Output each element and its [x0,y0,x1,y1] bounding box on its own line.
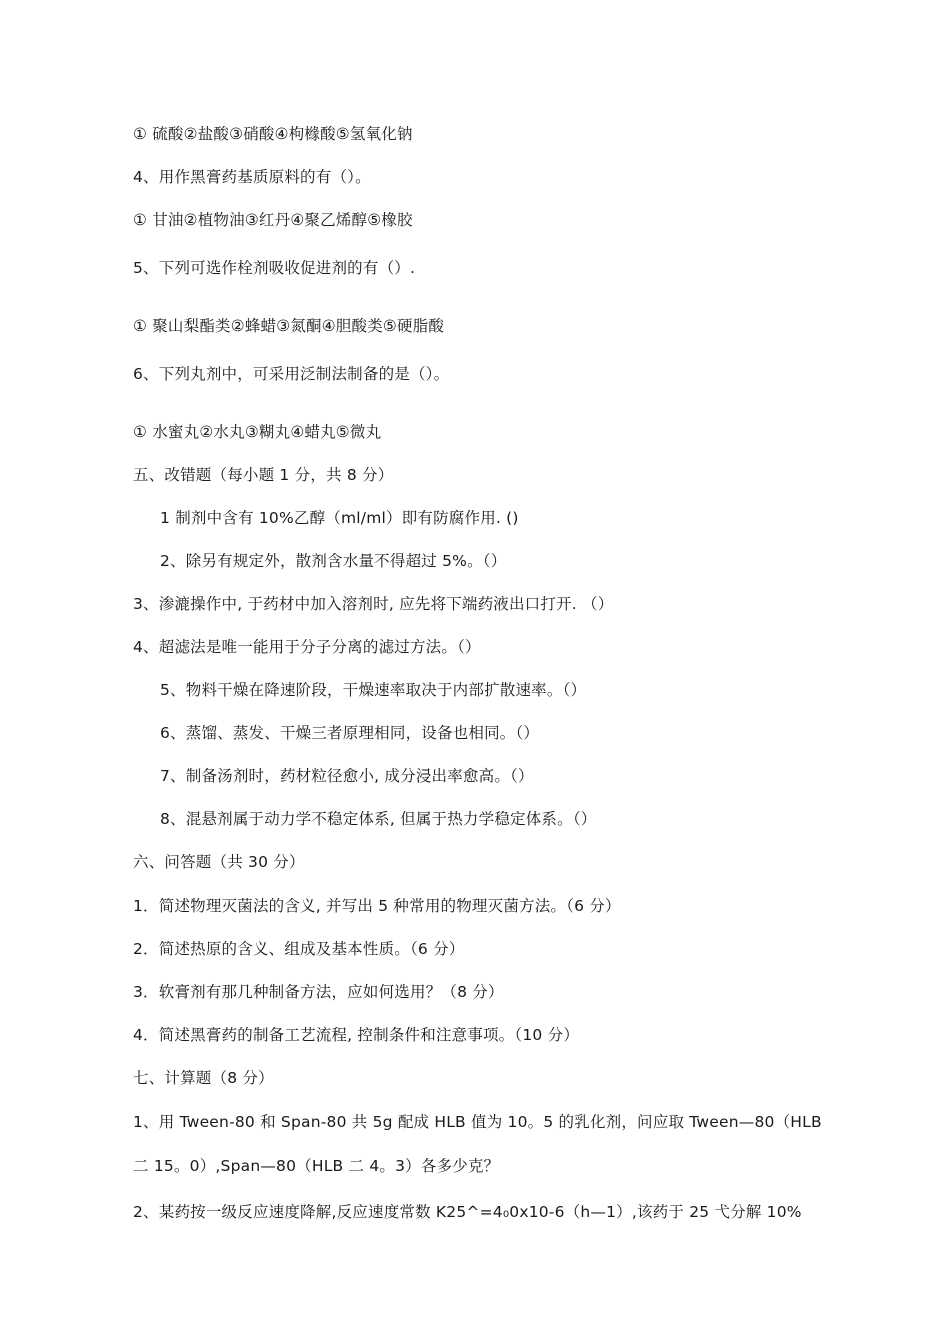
correction-item-2: 2、除另有规定外，散剂含水量不得超过 5%。（） [160,552,507,570]
essay-question-1: 1．简述物理灭菌法的含义, 并写出 5 种常用的物理灭菌方法。（6 分） [133,897,621,915]
question-4: 4、用作黑膏药基质原料的有（）。 [133,168,371,186]
correction-item-4: 4、超滤法是唯一能用于分子分离的滤过方法。（） [133,638,481,656]
calc-question-1-line-2: 二 15。0）,Span—80（HLB 二 4。3）各多少克？ [133,1157,500,1175]
calc-question-2: 2、某药按一级反应速度降解,反应速度常数 K25^=4₀0x10-6（h—1）,该药于 25 弋分解 10% [133,1203,802,1221]
option-line-q6: ① 水蜜丸②水丸③糊丸④蜡丸⑤微丸 [133,423,382,441]
option-line-q4: ① 甘油②植物油③红丹④聚乙烯醇⑤橡胶 [133,211,413,229]
section-7-heading: 七、计算题（8 分） [133,1069,274,1087]
correction-item-3: 3、渗漉操作中, 于药材中加入溶剂时, 应先将下端药液出口打开. （） [133,595,614,613]
essay-question-4: 4．简述黑膏药的制备工艺流程, 控制条件和注意事项。（10 分） [133,1026,580,1044]
section-6-heading: 六、问答题（共 30 分） [133,853,305,871]
option-line-q5: ① 聚山梨酯类②蜂蜡③氮酮④胆酸类⑤硬脂酸 [133,317,445,335]
calc-question-1-line-1: 1、用 Tween-80 和 Span-80 共 5g 配成 HLB 值为 10。5 的乳化剂，问应取 Tween—80（HLB [133,1113,822,1131]
correction-item-5: 5、物料干燥在降速阶段，干燥速率取决于内部扩散速率。（） [160,681,587,699]
correction-item-7: 7、制备汤剂时，药材粒径愈小, 成分浸出率愈高。（） [160,767,534,785]
correction-item-6: 6、蒸馏、蒸发、干燥三者原理相同，设备也相同。（） [160,724,540,742]
essay-question-2: 2．简述热原的含义、组成及基本性质。（6 分） [133,940,465,958]
correction-item-8: 8、混悬剂属于动力学不稳定体系, 但属于热力学稳定体系。（） [160,810,597,828]
option-line-q3: ① 硫酸②盐酸③硝酸④枸橼酸⑤氢氧化钠 [133,125,413,143]
question-5: 5、下列可选作栓剂吸收促进剂的有（）. [133,259,416,277]
correction-item-1: 1 制剂中含有 10%乙醇（ml/ml）即有防腐作用. () [160,509,519,527]
question-6: 6、下列丸剂中，可采用泛制法制备的是（）。 [133,365,450,383]
section-5-heading: 五、改错题（每小题 1 分，共 8 分） [133,466,394,484]
essay-question-3: 3．软膏剂有那几种制备方法，应如何选用？（8 分） [133,983,504,1001]
